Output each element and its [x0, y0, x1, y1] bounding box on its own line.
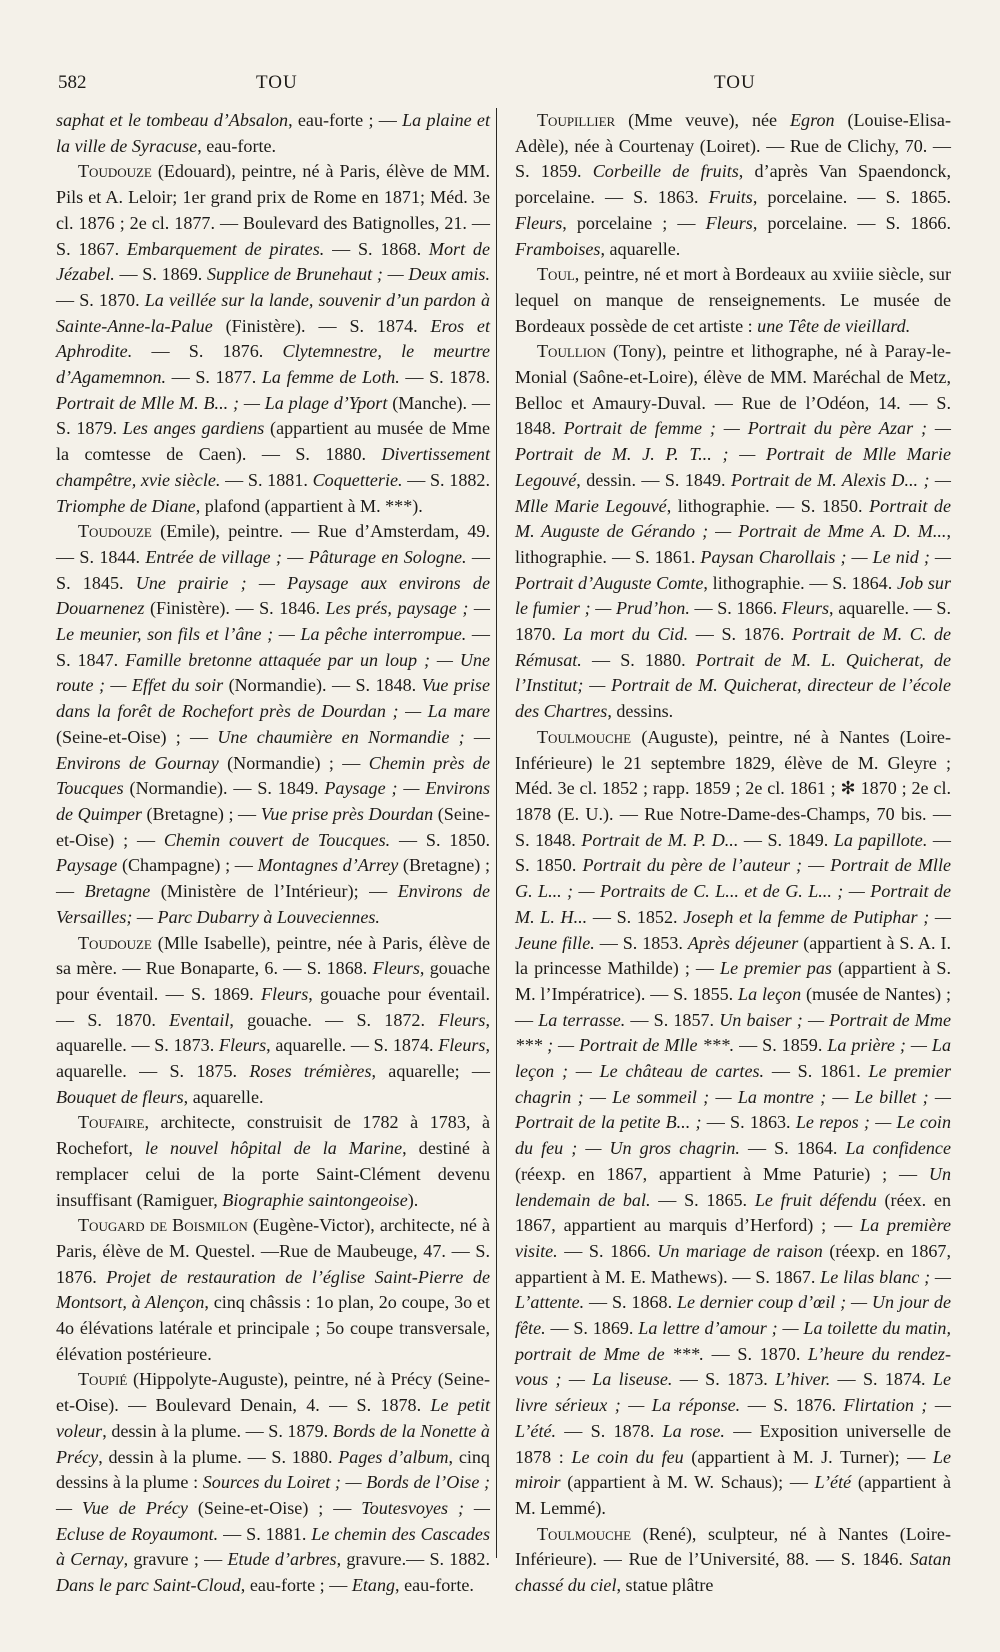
entry-text: , eau-forte. — [197, 135, 277, 156]
entry-text: , lithographie. — S. 1850. — [666, 495, 870, 516]
work-title: Un mariage de raison — [657, 1240, 823, 1261]
work-title: L’été — [814, 1472, 852, 1493]
work-title: Un lendemain de bal. — [515, 1163, 951, 1210]
work-title: La rose. — [662, 1420, 725, 1441]
work-title: La veillée sur la lande, souvenir d’un pardon à Sainte-Anne-la-Palue — [56, 289, 490, 336]
entry-name: Toulmouche — [537, 726, 632, 747]
entry-text: — S. 1881. — [218, 1523, 312, 1544]
entry-text: — S. 1868. — [584, 1292, 677, 1313]
entry-text: , porcelaine. — S. 1865. — [752, 187, 951, 208]
work-title: Le fruit défendu — [754, 1189, 877, 1210]
entry-text: (réexp. en 1867, appartient à M. E. Mathews). — S. 1867. — [515, 1240, 951, 1287]
entry-text: (Mme veuve), née — [615, 110, 790, 130]
work-title: Paysan Charollais ; — Le nid ; — Portrait d’Auguste Comte — [515, 546, 951, 593]
entry-text: , gouache. — S. 1872. — [229, 1009, 439, 1030]
work-title: Le livre sérieux ; — La réponse. — [515, 1369, 951, 1416]
work-title: Portrait de M. Auguste de Gérando ; — Portrait de Mme A. D. M... — [515, 495, 951, 542]
work-title: Environs de Versailles; — Parc Dubarry à Louveciennes. — [56, 881, 490, 927]
entry-text: (appartient à M. W. Schaus); — — [560, 1472, 815, 1493]
entry-text: , porcelaine ; — — [562, 212, 706, 233]
work-title: Le dernier coup d’œil ; — Un jour de fête. — [515, 1292, 951, 1339]
work-title: Clytemnestre, le meurtre d’Agamemnon. — [56, 341, 490, 388]
entry-name: Toupié — [78, 1369, 128, 1390]
work-title: Roses trémières — [249, 1061, 372, 1082]
work-title: Biographie saintongeoise — [222, 1189, 408, 1210]
work-title: Bouquet de fleurs — [56, 1086, 184, 1107]
work-title: Un baiser ; — Portrait de Mme *** ; — Portrait de Mlle ***. — [515, 1009, 951, 1056]
work-title: Portrait de M. P. D... — [581, 829, 739, 850]
work-title: Chemin près de Toucques — [56, 752, 490, 799]
entry-text: (Normandie). — S. 1849. — [123, 778, 325, 799]
entry-text: (Seine-et-Oise) ; — — [56, 803, 490, 850]
work-title: Divertissement champêtre, xvie siècle. — [56, 444, 490, 490]
entry-text: — S. 1869. — [545, 1318, 639, 1339]
dictionary-entry — [515, 339, 951, 725]
work-title: Dans le parc Saint-Cloud — [56, 1575, 241, 1596]
entry-text: , peintre, né et mort à Bordeaux au xviiie siècle, sur lequel on manque de renseignements. Le musée de Bordeaux possède de cet artiste : — [515, 264, 951, 336]
work-title: Portrait de M. L. Quicherat, de l’Institut; — Portrait de M. Quicherat, directeur de l’école des Chartres — [515, 649, 951, 722]
right-running-head: TOU — [714, 72, 756, 93]
entry-text: (Manche). — S. 1879. — [56, 392, 490, 439]
entry-text: (Normandie) ; — — [218, 752, 369, 773]
dictionary-entry — [56, 159, 490, 519]
entry-name: Toudouze — [78, 521, 152, 542]
work-title: Bretagne — [84, 881, 151, 902]
work-title: Toutesvoyes ; — Ecluse de Royaumont. — [56, 1497, 491, 1544]
entry-text: — S. 1878. — [556, 1420, 663, 1441]
dictionary-entry — [515, 262, 951, 339]
entry-text: , aquarelle. — S. 1873. — [56, 1009, 490, 1056]
work-title: Fleurs — [261, 983, 309, 1004]
work-title: Etang — [351, 1575, 396, 1596]
entry-text: — S. 1852. — [587, 906, 684, 927]
dictionary-entry — [56, 1110, 490, 1213]
entry-text: (René), sculpteur, né à Nantes (Loire-Inférieure). — Rue de l’Université, 88. — S. 1846. — [515, 1523, 951, 1570]
entry-text: , aquarelle. — S. 1875. — [56, 1035, 490, 1082]
entry-text: (Mlle Isabelle), peintre, née à Paris, élève de sa mère. — Rue Bonaparte, 6. — S. 1868. — [56, 932, 490, 979]
work-title: Fleurs — [372, 958, 420, 979]
work-title: Après déjeuner — [687, 932, 799, 953]
entry-text: — S. 1865. — [650, 1189, 755, 1210]
entry-text: — S. 1857. — [625, 1009, 720, 1030]
left-running-head: TOU — [256, 72, 298, 93]
entry-text: — S. 1850. — [515, 829, 951, 876]
entry-text: , gouache pour éventail. — S. 1870. — [56, 983, 490, 1030]
entry-text: , dessin. — S. 1849. — [576, 469, 731, 490]
entry-text: — S. 1863. — [701, 1112, 796, 1133]
work-title: Le premier chagrin ; — Le sommeil ; — La montre ; — Le billet ; — Portrait de la petite B... ; — [515, 1061, 951, 1133]
entry-text: — S. 1866. — [689, 598, 782, 619]
entry-text: , lithographie. — S. 1861. — [515, 521, 951, 567]
work-title: La papillote. — [833, 829, 928, 850]
work-title: Egron — [789, 110, 835, 130]
entry-text: , aquarelle; — — [371, 1061, 490, 1082]
work-title: Fleurs — [705, 212, 753, 233]
entry-name: Tougard de Boismilon — [78, 1215, 248, 1236]
work-title: Fleurs — [438, 1009, 486, 1030]
entry-text: — S. 1861. — [764, 1061, 869, 1082]
entry-text: (Hippolyte-Auguste), peintre, né à Précy (Seine-et-Oise). — Boulevard Denain, 4. — S. 1878. — [56, 1369, 490, 1416]
entry-text: — S. 1859. — [734, 1035, 828, 1056]
entry-text: (Normandie). — S. 1848. — [223, 675, 422, 696]
entry-text: — S. 1876. — [740, 1395, 844, 1416]
work-title: Supplice de Brunehaut ; — Deux amis. — [207, 264, 490, 285]
entry-text: — S. 1850. — [390, 829, 491, 850]
entry-name: Toupillier — [537, 110, 616, 130]
work-title: La lettre d’amour ; — La toilette du matin, portrait de Mme de ***. — [515, 1318, 951, 1364]
entry-text: (appartient à S. M. l’Impératrice). — S. 1855. — [515, 958, 951, 1004]
work-title: Bords de la Nonette à Précy — [56, 1420, 490, 1467]
entry-text: (Emile), peintre. — Rue d’Amsterdam, 49. — S. 1844. — [56, 521, 490, 567]
entry-text: — S. 1878. — [399, 367, 490, 388]
entry-text: (appartient au musée de Mme la comtesse de Caen). — S. 1880. — [56, 418, 490, 465]
entry-text: , d’après Van Spaendonck, porcelaine. — S. 1863. — [515, 161, 951, 208]
work-title: Embarquement de pirates. — [126, 238, 325, 259]
entry-text: ). — [407, 1189, 419, 1210]
entry-text: , cinq dessins à la plume : — [56, 1446, 490, 1493]
continued-entry — [56, 108, 490, 159]
entry-text: — S. 1864. — [739, 1138, 846, 1159]
entry-text: — S. 1847. — [56, 624, 490, 670]
entry-text: (Ministère de l’Intérieur); — — [150, 881, 398, 902]
entry-text: (Eugène-Victor), architecte, né à Paris, élève de M. Questel. —Rue de Maubeuge, 47. — S. 1876. — [56, 1215, 490, 1287]
dictionary-entry — [515, 725, 951, 1522]
work-title: Eros et Aphrodite. — [56, 315, 490, 362]
entry-text: , porcelaine. — S. 1866. — [752, 212, 951, 233]
entry-text: — S. 1877. — [166, 367, 262, 388]
page-number: 582 — [58, 72, 87, 93]
work-title: Paysage — [56, 855, 118, 876]
entry-text: , gravure ; — — [123, 1549, 228, 1570]
entry-text: , gravure.— S. 1882. — [336, 1549, 490, 1570]
entry-text: , statue plâtre — [616, 1575, 714, 1596]
entry-text: — S. 1876. — [132, 341, 283, 362]
column-divider — [496, 108, 497, 1558]
entry-text: — S. 1849. — [738, 829, 834, 850]
work-title: Portrait de M. Alexis D... ; — Mlle Marie Legouvé — [515, 469, 951, 516]
entry-text: , aquarelle. — [183, 1086, 264, 1107]
entry-text: (Seine-et-Oise) ; — — [187, 1497, 362, 1518]
entry-text: — Exposition universelle de 1878 : — [515, 1420, 951, 1467]
work-title: La mort du Cid. — [563, 624, 689, 645]
entry-text: — S. 1870. — [56, 289, 145, 310]
work-title: La leçon — [738, 983, 802, 1004]
entry-text: (Seine-et-Oise) ; — — [56, 726, 218, 747]
right-column — [515, 108, 951, 1599]
work-title: Joseph et la femme de Putiphar ; — Jeune fille. — [515, 906, 951, 953]
work-title: Chemin couvert de Toucques. — [163, 829, 391, 850]
work-title: Eventail — [169, 1009, 230, 1030]
work-title: Paysage ; — Environs de Quimper — [56, 778, 490, 824]
entry-text: (Louise-Elisa-Adèle), née à Courtenay (Loiret). — Rue de Clichy, 70. — S. 1859. — [515, 110, 951, 182]
work-title: Fleurs — [218, 1035, 267, 1056]
entry-text: — S. 1868. — [324, 238, 429, 259]
work-title: Le repos ; — Le coin du feu ; — Un gros chagrin. — [515, 1112, 951, 1159]
work-title: Le petit voleur — [56, 1395, 490, 1441]
work-title: Les anges gardiens — [122, 418, 265, 439]
entry-text: — S. 1874. — [830, 1369, 933, 1390]
entry-text: , eau-forte ; — — [288, 110, 403, 130]
dictionary-entry — [56, 1213, 490, 1367]
work-title: Coquetterie. — [312, 469, 403, 490]
left-column — [56, 108, 490, 1599]
work-title: Fleurs — [515, 212, 563, 233]
entry-name: Toulmouche — [537, 1523, 632, 1544]
entry-text: , aquarelle. — [600, 238, 681, 259]
work-title: Framboises — [515, 238, 601, 259]
work-title: Portrait de Mlle M. B... ; — La plage d’Yport — [56, 392, 388, 413]
entry-text: , architecte, construisit de 1782 à 1783, à Rochefort, — [56, 1112, 490, 1159]
work-title: Le coin du feu — [571, 1446, 684, 1467]
work-title: L’hiver. — [775, 1369, 831, 1390]
entry-text: , eau-forte ; — — [240, 1575, 352, 1596]
work-title: Flirtation ; — L’été. — [515, 1395, 952, 1441]
entry-text: (Bretagne) ; — — [56, 855, 490, 902]
work-title: Entrée de village ; — Pâturage en Sologne. — [145, 546, 467, 567]
entry-name: Toullion — [537, 341, 606, 362]
entry-text: — S. 1853. — [594, 932, 688, 953]
entry-text: , dessin à la plume. — S. 1880. — [98, 1446, 339, 1467]
entry-name: Toudouze — [78, 161, 152, 182]
entry-text: (Auguste), peintre, né à Nantes (Loire-Inférieure) le 21 septembre 1829, élève de M. Gleyre ; Méd. 3e cl. 1852 ; rapp. 1859 ; 2e cl. 1861 ; ✻ 1870 ; 2e cl. 1878 (E. U.). — Rue Notre-Dame-des-Champs, 70 bis. — S. 1848. — [515, 726, 951, 850]
work-title: Fleurs — [781, 598, 830, 619]
work-title: Fleurs — [438, 1035, 486, 1056]
entry-text: (appartient à M. Lemmé). — [515, 1472, 951, 1518]
entry-name: Toul — [537, 264, 575, 285]
work-title: Les prés, paysage ; — Le meunier, son fils et l’âne ; — La pêche interrompue. — [56, 598, 490, 645]
work-title: La plaine et la ville de Syracuse — [56, 110, 490, 156]
entry-name: Toufaire — [78, 1112, 145, 1133]
dictionary-entry — [56, 1367, 490, 1598]
work-title: Une prairie ; — Paysage aux environs de Douarnenez — [56, 572, 490, 619]
entry-text: , dessins. — [607, 701, 674, 722]
entry-text: — S. 1881. — [220, 469, 313, 490]
entry-text: , gouache pour éventail. — S. 1869. — [56, 958, 491, 1004]
work-title: le nouvel hôpital de la Marine — [144, 1138, 403, 1159]
work-title: Projet de restauration de l’église Saint-Pierre de Montsort, à Alençon — [56, 1266, 490, 1313]
work-title: Portrait de femme ; — Portrait du père Azar ; — Portrait de M. J. P. T... ; — Portrait de Mlle Marie Legouvé — [515, 418, 951, 490]
work-title: Fruits — [708, 187, 753, 208]
entry-text: , eau-forte. — [395, 1575, 474, 1596]
dictionary-entry — [56, 931, 490, 1111]
work-title: La terrasse. — [538, 1009, 626, 1030]
entry-text: — S. 1870. — [703, 1343, 809, 1364]
entry-text: — S. 1880. — [581, 649, 696, 670]
work-title: Portrait du père de l’auteur ; — Portrait de Mlle G. L... ; — Portraits de C. L... et de G. L... ; — Portrait de M. L. H... — [515, 855, 951, 927]
entry-text: (Tony), peintre et lithographe, né à Paray-le-Monial (Saône-et-Loire), élève de MM. Maréchal de Metz, Belloc et Amaury-Duval. — Rue de l’Odéon, 14. — S. 1848. — [515, 341, 951, 439]
work-title: Vue prise dans la forêt de Rochefort près de Dourdan ; — La mare — [56, 675, 491, 722]
work-title: Sources du Loiret ; — Bords de l’Oise ; — Vue de Précy — [56, 1472, 491, 1518]
entry-text: (Finistère). — S. 1846. — [144, 598, 326, 619]
entry-text: — S. 1873. — [672, 1369, 776, 1390]
entry-text: (Champagne) ; — — [117, 855, 258, 876]
entry-text: — S. 1866. — [557, 1240, 658, 1261]
entry-text: , cinq châssis : 1o plan, 2o coupe, 3o et 4o élévations latérale et principale ; 5o coupe transversale, élévation postérieure. — [56, 1292, 490, 1364]
work-title: Portrait de M. C. de Rémusat. — [515, 624, 952, 670]
work-title: Le miroir — [515, 1446, 952, 1493]
entry-text: — S. 1869. — [114, 264, 207, 285]
entry-text: (appartient à M. J. Turner); — — [683, 1446, 933, 1467]
work-title: Une chaumière en Normandie ; — Environs de Gournay — [56, 726, 490, 773]
work-title: Satan chassé du ciel — [515, 1549, 951, 1596]
running-header — [58, 72, 938, 102]
work-title: Etude d’arbres — [227, 1549, 337, 1570]
entry-text: (réexp. en 1867, appartient à Mme Paturie) ; — — [515, 1163, 929, 1184]
entry-text: (Edouard), peintre, né à Paris, élève de MM. Pils et A. Leloir; 1er grand prix de Rome en 1871; Méd. 3e cl. 1876 ; 2e cl. 1877. — Boulevard des Batignolles, 21. — S. 1867. — [56, 161, 490, 259]
work-title: Vue prise près Dourdan — [260, 803, 434, 824]
work-title: La confidence — [845, 1138, 951, 1159]
entry-text: , destiné à remplacer celui de la porte Saint-Clément devenu insuffisant (Ramiguer, — [56, 1138, 490, 1210]
dictionary-entry — [56, 519, 490, 930]
work-title: Le lilas blanc ; — L’attente. — [515, 1266, 951, 1313]
work-title: L’heure du rendez-vous ; — La liseuse. — [515, 1343, 951, 1390]
work-title: saphat et le tombeau d’Absalon — [56, 110, 289, 130]
entry-text: (Bretagne) ; — — [141, 803, 261, 824]
entry-text: , plafond (appartient à M. ***). — [195, 495, 423, 516]
entry-text: , aquarelle. — S. 1874. — [266, 1035, 439, 1056]
entry-name: Toudouze — [78, 932, 152, 953]
work-title: Corbeille de fruits — [592, 161, 739, 182]
work-title: Triomphe de Diane — [56, 495, 196, 516]
entry-text: (musée de Nantes) ; — — [515, 983, 951, 1030]
entry-text: — S. 1876. — [688, 624, 792, 645]
work-title: Pages d’album — [338, 1446, 449, 1467]
entry-text: (appartient à S. A. I. la princesse Mathilde) ; — — [515, 932, 951, 979]
work-title: La femme de Loth. — [261, 367, 400, 388]
entry-text: (Finistère). — S. 1874. — [212, 315, 431, 336]
entry-text: , lithographie. — S. 1864. — [703, 572, 897, 593]
work-title: Le premier pas — [720, 958, 832, 979]
entry-text: , dessin à la plume. — S. 1879. — [102, 1420, 333, 1441]
dictionary-entry — [515, 108, 951, 262]
entry-text: — S. 1845. — [56, 546, 490, 593]
work-title: Mort de Jézabel. — [56, 238, 490, 285]
work-title: Le chemin des Cascades à Cernay — [56, 1523, 490, 1570]
work-title: Job sur le fumier ; — Prud’hon. — [515, 572, 951, 619]
work-title: une Tête de vieillard. — [757, 315, 911, 336]
entry-text: (réex. en 1867, appartient au marquis d’Herford) ; — — [515, 1189, 951, 1236]
dictionary-entry — [515, 1522, 951, 1599]
work-title: Montagnes d’Arrey — [257, 855, 399, 876]
work-title: La prière ; — La leçon ; — Le château de cartes. — [515, 1035, 951, 1082]
work-title: La première visite. — [515, 1215, 952, 1261]
entry-text: — S. 1882. — [402, 469, 490, 490]
entry-text: , aquarelle. — S. 1870. — [515, 598, 951, 645]
work-title: Famille bretonne attaquée par un loup ; — Une route ; — Effet du soir — [56, 649, 490, 696]
